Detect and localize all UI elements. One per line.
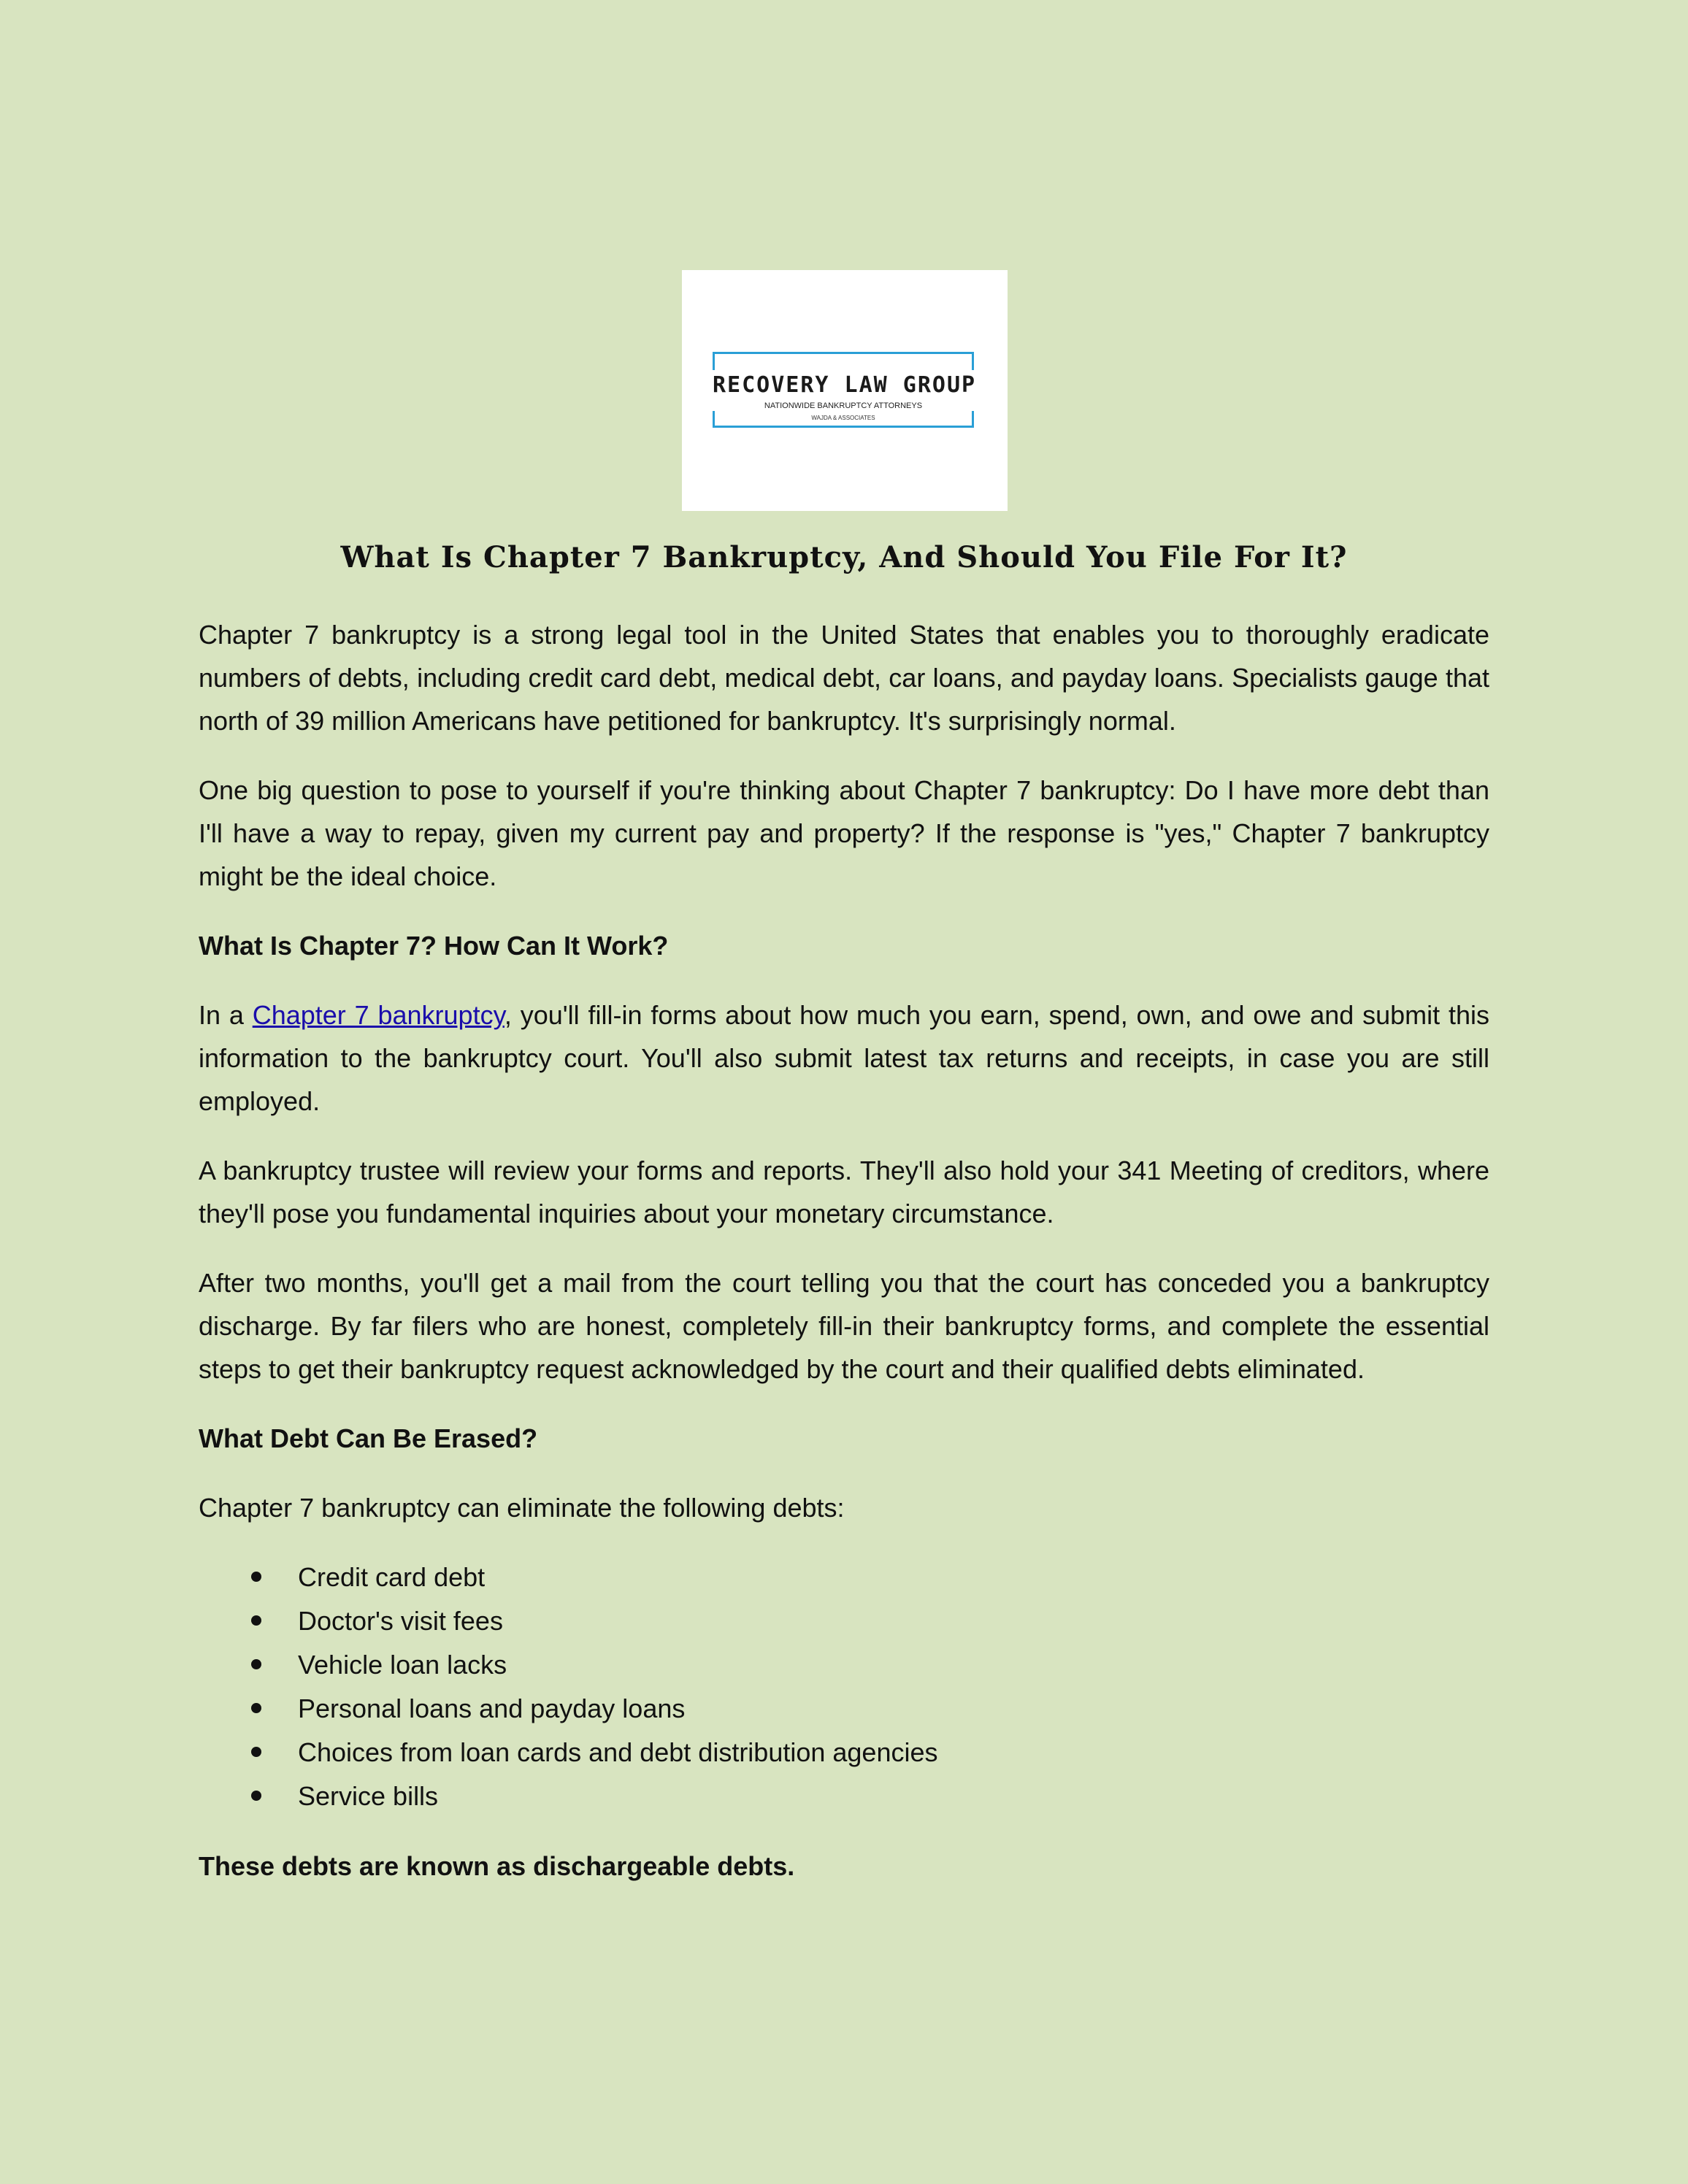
article-body [199, 613, 1489, 1914]
paragraph-debts-intro: Chapter 7 bankruptcy can eliminate the following debts: [199, 1493, 845, 1523]
list-item [199, 1556, 1489, 1599]
list-item-text: Choices from loan cards and debt distribution agencies [298, 1737, 938, 1767]
paragraph-process-suffix: , you'll fill-in forms about how much you earn, spend, own, and owe and submit this information to the bankruptcy court. You'll also submit latest tax returns and receipts, in case you are still employed. [199, 1000, 1489, 1116]
list-item [199, 1774, 1489, 1818]
paragraph-process [199, 993, 1489, 1123]
paragraph-process-prefix: In a [199, 1000, 253, 1030]
list-item [199, 1731, 1489, 1774]
logo-tagline: WAJDA & ASSOCIATES [811, 415, 875, 421]
bullet-icon [251, 1659, 261, 1669]
list-item [199, 1687, 1489, 1731]
paragraph-trustee: A bankruptcy trustee will review your forms and reports. They'll also hold your 341 Meeting of creditors, where they'll pose you fundamental inquiries about your monetary circumstance. [199, 1156, 1489, 1228]
list-item-text: Vehicle loan lacks [298, 1650, 507, 1680]
bullet-icon [251, 1791, 261, 1801]
paragraph-question: One big question to pose to yourself if you're thinking about Chapter 7 bankruptcy: Do I have more debt than I'll have a way to repay, given my current pay and property? If the response is "yes," Chapter 7 bankruptcy might be the ideal choice. [199, 775, 1489, 891]
bullet-icon [251, 1572, 261, 1582]
section-heading-debts: What Debt Can Be Erased? [199, 1423, 538, 1453]
list-item [199, 1599, 1489, 1643]
bullet-icon [251, 1615, 261, 1626]
paragraph-discharge: After two months, you'll get a mail from the court telling you that the court has conceded you a bankruptcy discharge. By far filers who are honest, completely fill-in their bankruptcy forms, and complete the essential steps to get their bankruptcy request acknowledged by the court and their qualified debts eliminated. [199, 1268, 1489, 1384]
list-item-text: Credit card debt [298, 1562, 486, 1592]
article-title: What Is Chapter 7 Bankruptcy, And Should You File For It? [340, 540, 1348, 574]
list-item-text: Doctor's visit fees [298, 1606, 503, 1636]
logo-subtitle: NATIONWIDE BANKRUPTCY ATTORNEYS [764, 401, 923, 410]
chapter-7-bankruptcy-link[interactable]: Chapter 7 bankruptcy [252, 1000, 505, 1030]
list-item [199, 1643, 1489, 1687]
list-item-text: Service bills [298, 1781, 439, 1811]
logo-bracket-top [713, 352, 974, 370]
paragraph-intro: Chapter 7 bankruptcy is a strong legal tool in the United States that enables you to thoroughly eradicate numbers of debts, including credit card debt, medical debt, car loans, and payday loans. Specialists gauge that north of 39 million Americans have petitioned for bankruptcy. It's surprisingly normal. [199, 620, 1489, 736]
debt-list [199, 1556, 1489, 1818]
logo-title: RECOVERY LAW GROUP [713, 372, 977, 398]
logo-frame [713, 352, 977, 428]
section-heading-how-it-works: What Is Chapter 7? How Can It Work? [199, 931, 669, 961]
company-logo [682, 270, 1008, 511]
bullet-icon [251, 1703, 261, 1713]
list-item-text: Personal loans and payday loans [298, 1693, 686, 1723]
closing-statement: These debts are known as dischargeable debts. [199, 1851, 795, 1881]
bullet-icon [251, 1747, 261, 1757]
